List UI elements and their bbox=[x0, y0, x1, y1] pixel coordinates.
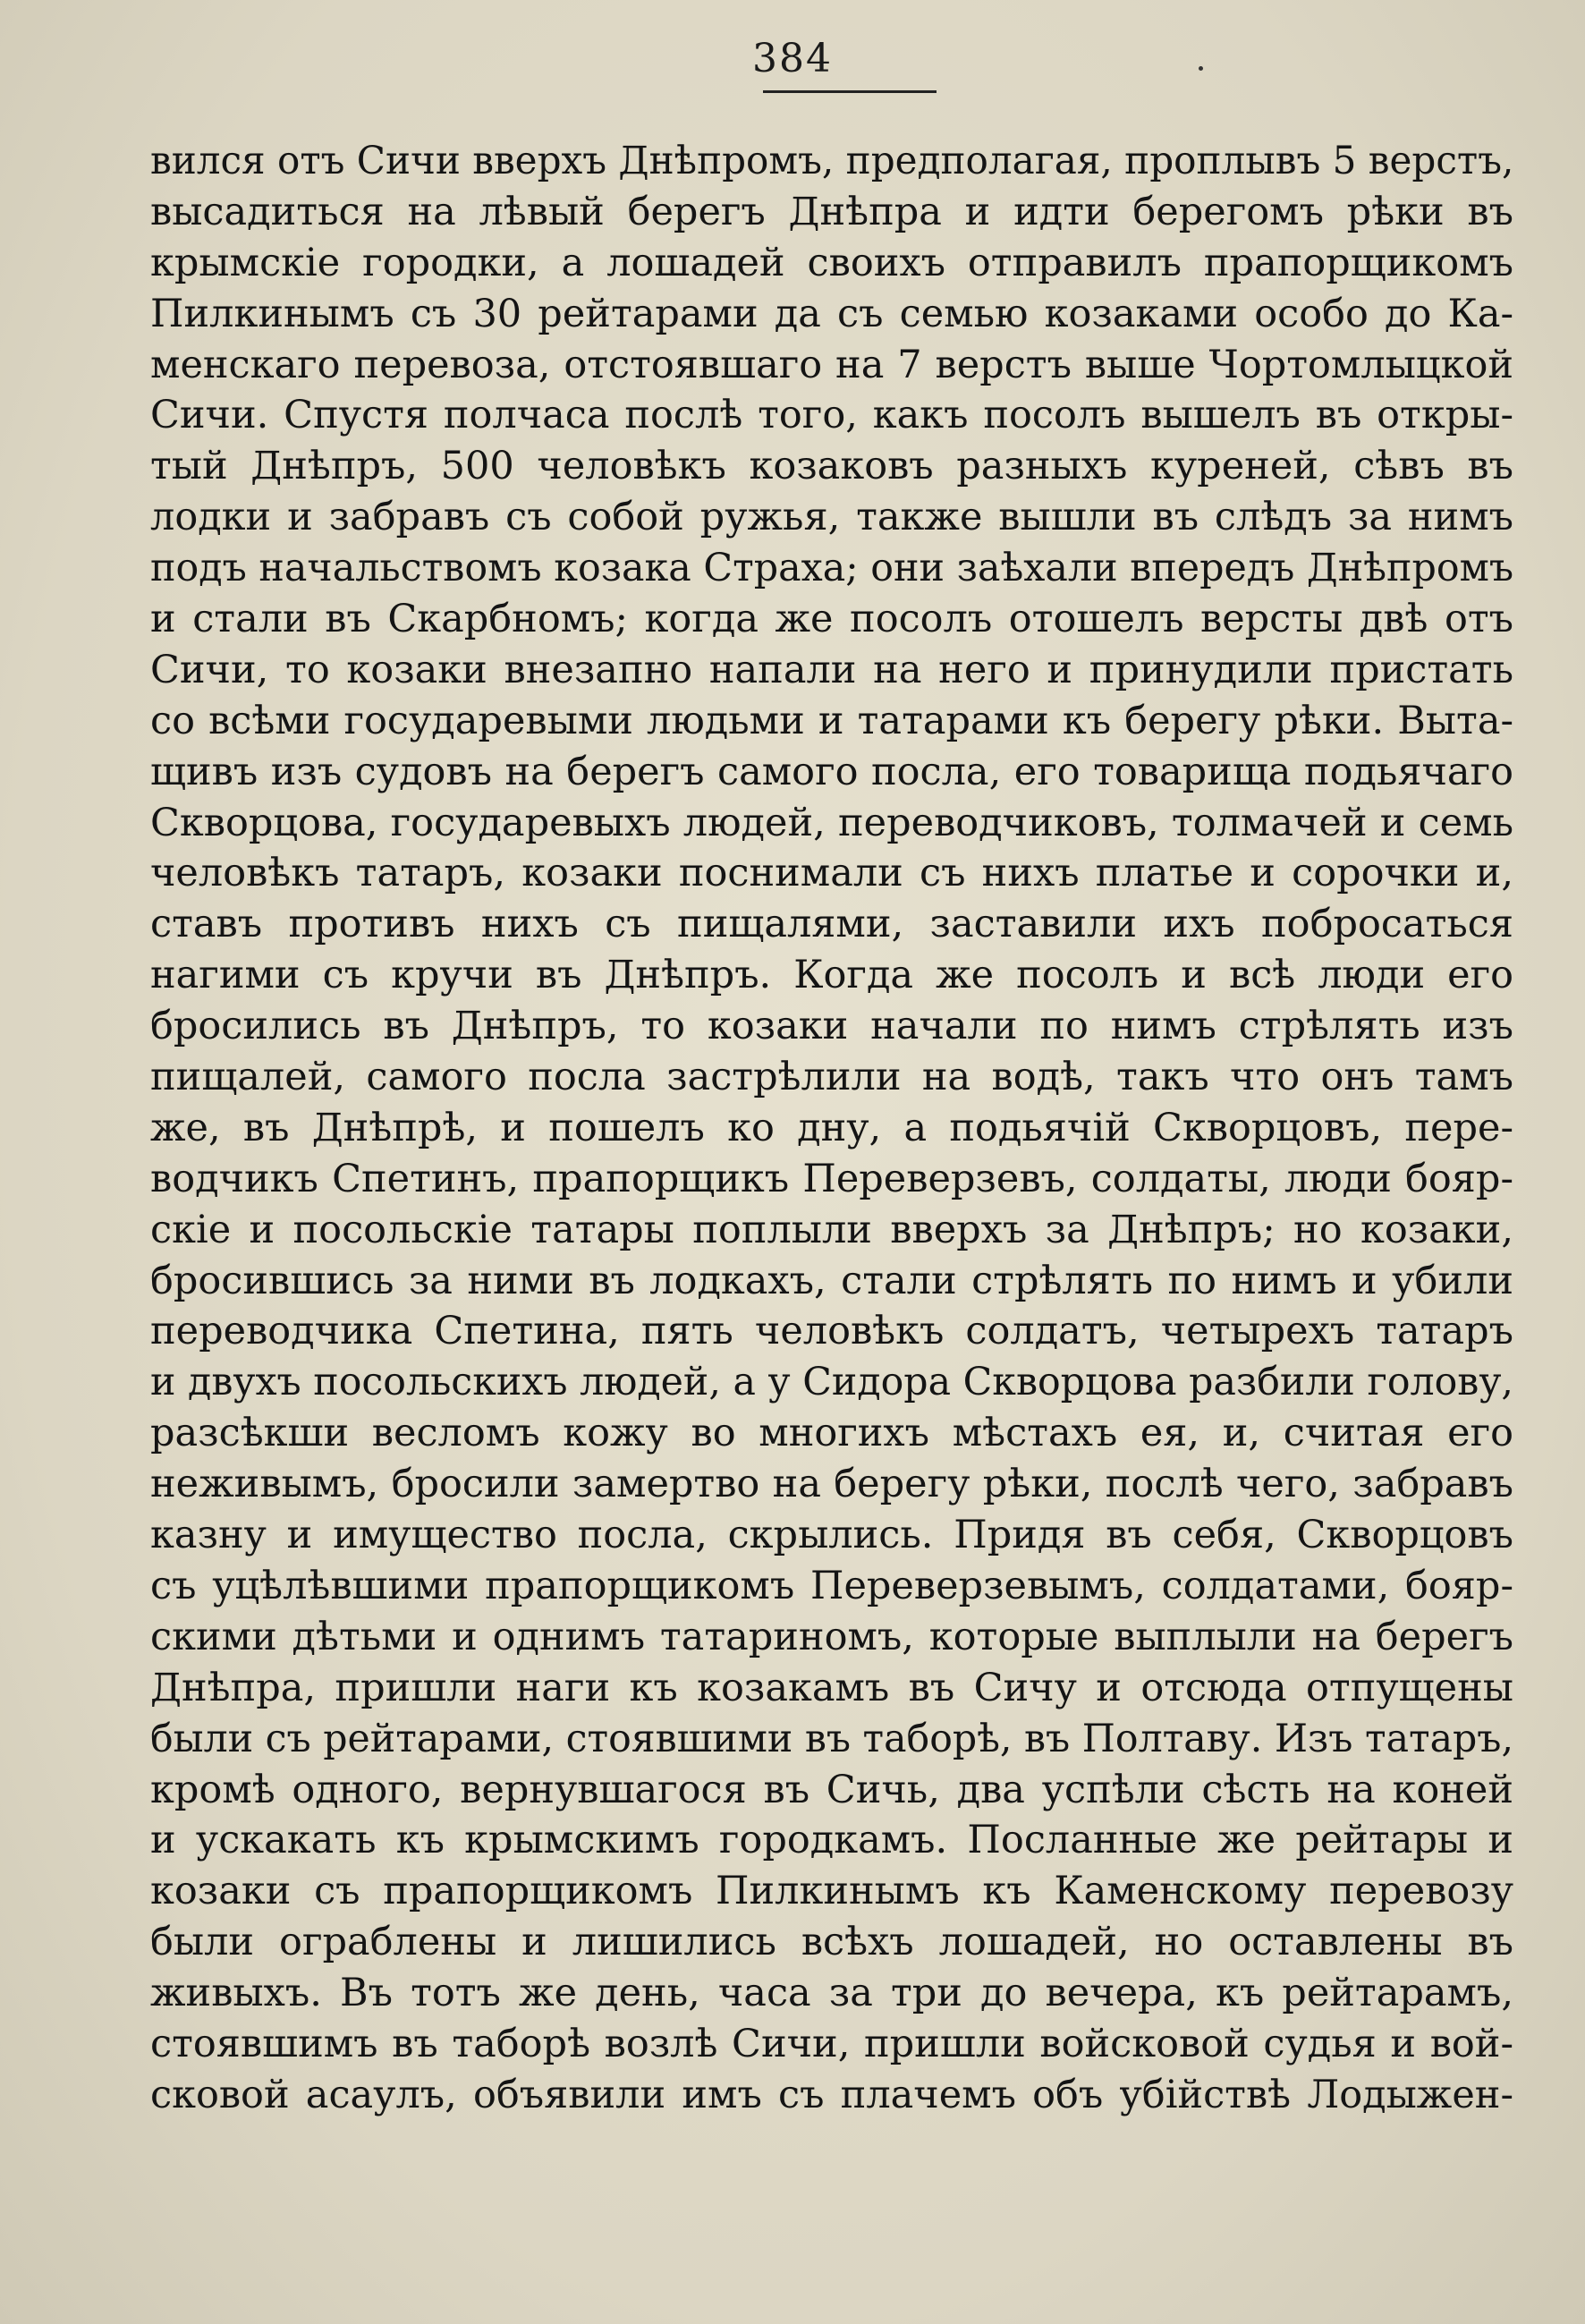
text-line: и стали въ Скарбномъ; когда же посолъ отошелъ версты двѣ отъ bbox=[150, 597, 1513, 642]
print-speck bbox=[1199, 66, 1203, 71]
text-line: бросившись за ними въ лодкахъ, стали стрѣлять по нимъ и убили bbox=[150, 1258, 1513, 1303]
text-line: скіе и посольскіе татары поплыли вверхъ за Днѣпръ; но козаки, bbox=[150, 1207, 1513, 1252]
text-line: же, въ Днѣпрѣ, и пошелъ ко дну, а подьячій Скворцовъ, пере- bbox=[150, 1105, 1513, 1150]
text-line: щивъ изъ судовъ на берегъ самого посла, его товарища подьячаго bbox=[150, 749, 1513, 794]
text-line: лодки и забравъ съ собой ружья, также вышли въ слѣдъ за нимъ bbox=[150, 495, 1513, 540]
page-number-rule bbox=[763, 90, 937, 93]
text-line: подъ начальствомъ козака Страха; они заѣхали впередъ Днѣпромъ bbox=[150, 546, 1514, 591]
text-line: человѣкъ татаръ, козаки поснимали съ нихъ платье и сорочки и, bbox=[150, 851, 1513, 896]
text-line: тый Днѣпръ, 500 человѣкъ козаковъ разныхъ куреней, сѣвъ въ bbox=[150, 444, 1513, 489]
text-line: Днѣпра, пришли наги къ козакамъ въ Сичу и отсюда отпущены bbox=[150, 1665, 1513, 1710]
text-line: переводчика Спетина, пять человѣкъ солдатъ, четырехъ татаръ bbox=[150, 1309, 1513, 1354]
text-line: и ускакать къ крымскимъ городкамъ. Посланные же рейтары и bbox=[150, 1818, 1513, 1863]
text-line: высадиться на лѣвый берегъ Днѣпра и идти берегомъ рѣки въ bbox=[150, 189, 1513, 234]
text-line: неживымъ, бросили замертво на берегу рѣки, послѣ чего, забравъ bbox=[150, 1462, 1513, 1507]
text-line: были ограблены и лишились всѣхъ лошадей, но оставлены въ bbox=[150, 1920, 1513, 1965]
text-line: со всѣми государевыми людьми и татарами къ берегу рѣки. Выта- bbox=[150, 698, 1513, 743]
text-line: Сичи, то козаки внезапно напали на него и принудили пристать bbox=[150, 647, 1513, 692]
text-line: нагими съ кручи въ Днѣпръ. Когда же посолъ и всѣ люди его bbox=[150, 953, 1513, 998]
text-line: съ уцѣлѣвшими прапорщикомъ Переверзевымъ, солдатами, бояр- bbox=[150, 1563, 1513, 1608]
body-text bbox=[150, 136, 1513, 2121]
text-line: были съ рейтарами, стоявшими въ таборѣ, въ Полтаву. Изъ татаръ, bbox=[150, 1716, 1513, 1761]
text-line: живыхъ. Въ тотъ же день, часа за три до вечера, къ рейтарамъ, bbox=[150, 1971, 1513, 2016]
text-line: скими дѣтьми и однимъ татариномъ, которые выплыли на берегъ bbox=[150, 1614, 1513, 1659]
text-line: вился отъ Сичи вверхъ Днѣпромъ, предполагая, проплывъ 5 верстъ, bbox=[150, 139, 1514, 183]
text-line: ставъ противъ нихъ съ пищалями, заставили ихъ побросаться bbox=[150, 902, 1513, 947]
text-line: пищалей, самого посла застрѣлили на водѣ, такъ что онъ тамъ bbox=[150, 1055, 1513, 1100]
text-line: козаки съ прапорщикомъ Пилкинымъ къ Каменскому перевозу bbox=[150, 1869, 1513, 1914]
text-line: и двухъ посольскихъ людей, а у Сидора Скворцова разбили голову, bbox=[150, 1360, 1513, 1405]
text-line: бросились въ Днѣпръ, то козаки начали по нимъ стрѣлять изъ bbox=[150, 1004, 1513, 1049]
page-number: 384 bbox=[752, 36, 833, 81]
text-line: казну и имущество посла, скрылись. Придя въ себя, Скворцовъ bbox=[150, 1513, 1513, 1558]
text-line: Сичи. Спустя полчаса послѣ того, какъ посолъ вышелъ въ откры- bbox=[150, 393, 1513, 438]
text-line: разсѣкши весломъ кожу во многихъ мѣстахъ ея, и, считая его bbox=[150, 1411, 1513, 1456]
text-line: крымскіе городки, а лошадей своихъ отправилъ прапорщикомъ bbox=[150, 240, 1513, 285]
text-line: водчикъ Спетинъ, прапорщикъ Переверзевъ, солдаты, люди бояр- bbox=[150, 1156, 1513, 1201]
text-line: Скворцова, государевыхъ людей, переводчиковъ, толмачей и семь bbox=[150, 800, 1513, 845]
text-line: Пилкинымъ съ 30 рейтарами да съ семью козаками особо до Ка- bbox=[150, 291, 1513, 336]
text-line: менскаго перевоза, отстоявшаго на 7 верстъ выше Чортомлыцкой bbox=[150, 342, 1513, 387]
text-line: кромѣ одного, вернувшагося въ Сичь, два успѣли сѣсть на коней bbox=[150, 1767, 1513, 1812]
text-line: стоявшимъ въ таборѣ возлѣ Сичи, пришли войсковой судья и вой- bbox=[150, 2021, 1513, 2066]
text-line: сковой асаулъ, объявили имъ съ плачемъ объ убійствѣ Лодыжен- bbox=[150, 2072, 1513, 2117]
